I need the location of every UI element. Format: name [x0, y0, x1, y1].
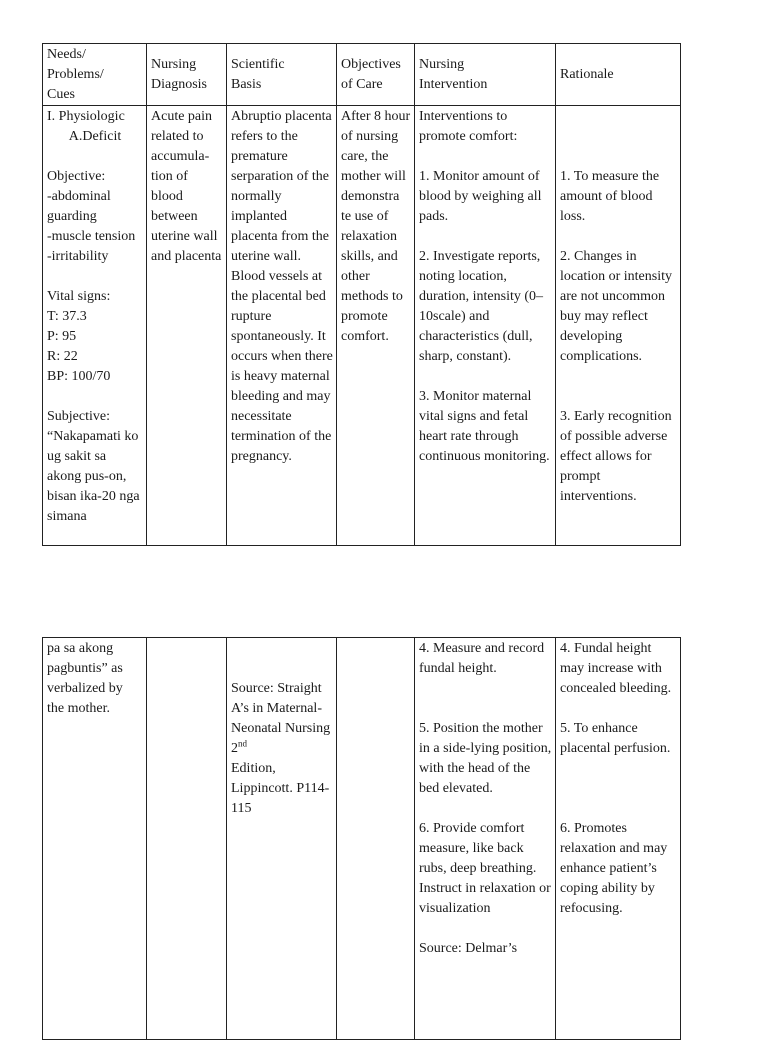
- care-plan-table-top: [42, 43, 681, 546]
- care-plan-table-continued: [42, 637, 681, 1040]
- header-objectives: Objectives of Care: [337, 44, 415, 106]
- cues-cell: pa sa akong pagbuntis” as verbalized by the mother.: [43, 638, 147, 1040]
- interventions-cell: 4. Measure and record fundal height. 5. Position the mother in a side-lying position, with the head of the bed elevated. 6. Provide comfort measure, like back rubs, deep breathing. Instruct in relaxation or visualization Source: Delmar’s: [415, 638, 556, 1040]
- objectives-cell: After 8 hour of nursing care, the mother will demonstra te use of relaxation skills, and other methods to promote comfort.: [337, 106, 415, 546]
- cues-title: I. Physiologic: [47, 109, 125, 124]
- source-text: Source: Straight A’s in Maternal-Neonatal Nursing 2: [231, 681, 331, 756]
- table-row: [43, 638, 681, 1040]
- header-scientific-basis: Scientific Basis: [227, 44, 337, 106]
- header-row: [43, 44, 681, 106]
- cues-subtitle: A.Deficit: [68, 129, 122, 144]
- interventions-cell: Interventions to promote comfort: 1. Monitor amount of blood by weighing all pads. 2. Investigate reports, noting location, duration, intensity (0–10scale) and characteristics (dull, sharp, constant). 3. Monitor maternal vital signs and fetal heart rate through continuous monitoring.: [415, 106, 556, 546]
- scientific-basis-cell: Abruptio placenta refers to the premature serparation of the normally implanted placenta from the uterine wall. Blood vessels at the placental bed rupture spontaneously. It occurs when there is heavy maternal bleeding and may necessitate termination of the pregnancy.: [227, 106, 337, 546]
- header-needs: Needs/ Problems/ Cues: [43, 44, 147, 106]
- rationale-cell: 1. To measure the amount of blood loss. 2. Changes in location or intensity are not uncommon buy may reflect developing complications. 3. Early recognition of possible adverse effect allows for prompt interventions.: [556, 106, 681, 546]
- header-rationale: Rationale: [556, 44, 681, 106]
- cues-body: Objective: -abdominal guarding -muscle tension -irritability Vital signs: T: 37.3 P: 95 R: 22 BP: 100/70 Subjective: “Nakapamati ko ug sakit sa akong pus-on, bisan ika-20 nga simana: [47, 169, 140, 524]
- header-intervention: Nursing Intervention: [415, 44, 556, 106]
- diagnosis-cell: Acute pain related to accumula-tion of blood between uterine wall and placenta: [147, 106, 227, 546]
- objectives-cell: [337, 638, 415, 1040]
- table-row: [43, 106, 681, 546]
- cues-cell: [43, 106, 147, 546]
- header-diagnosis: Nursing Diagnosis: [147, 44, 227, 106]
- diagnosis-cell: [147, 638, 227, 1040]
- rationale-cell: 4. Fundal height may increase with concealed bleeding. 5. To enhance placental perfusion. 6. Promotes relaxation and may enhance patient’s coping ability by refocusing.: [556, 638, 681, 1040]
- source-text-rest: Edition, Lippincott. P114-115: [231, 761, 330, 816]
- edition-superscript: nd: [238, 738, 247, 749]
- scientific-basis-cell: [227, 638, 337, 1040]
